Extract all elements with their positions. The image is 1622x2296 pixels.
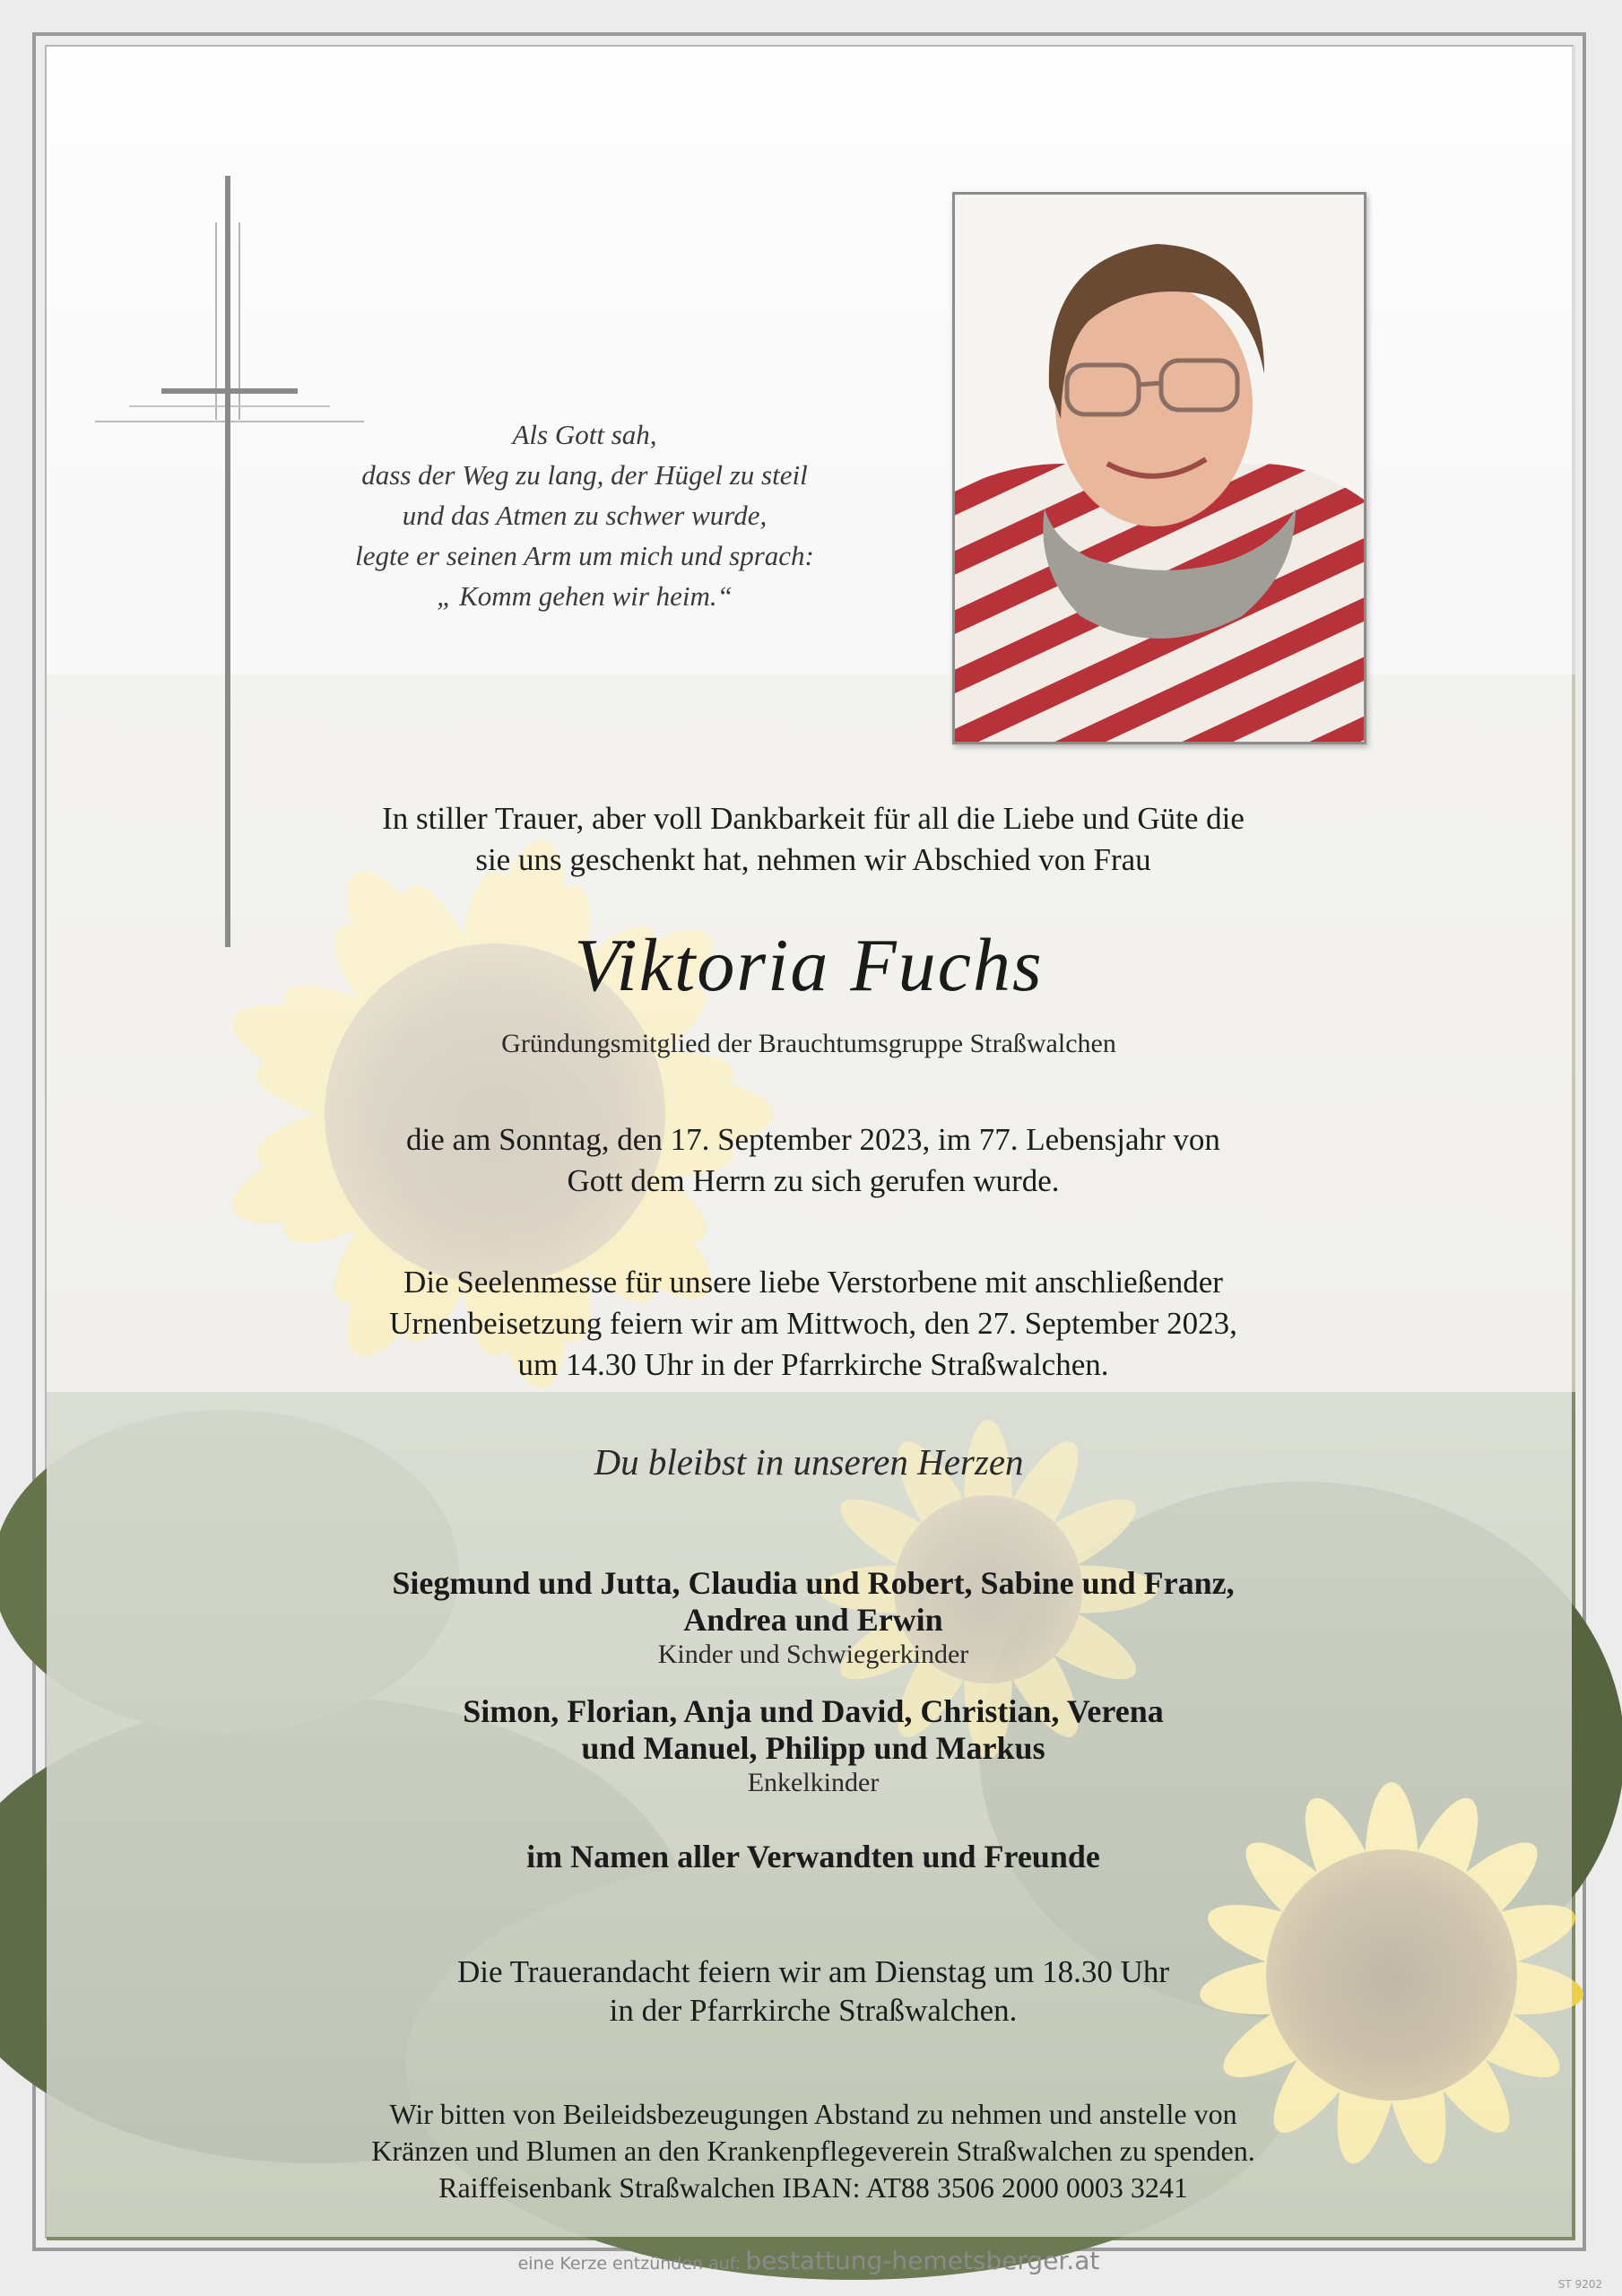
deceased-name: Viktoria Fuchs bbox=[574, 924, 1044, 1007]
inner-frame bbox=[45, 45, 1574, 2275]
andacht-line: Die Trauerandacht feiern wir am Dienstag um 18.30 Uhr bbox=[456, 1954, 1170, 1989]
family-names: Siegmund und Jutta, Claudia und Robert, Sabine und Franz, bbox=[392, 1565, 1235, 1601]
intro-line: In stiller Trauer, aber voll Dankbarkeit für all die Liebe und Güte die bbox=[382, 801, 1245, 836]
footer bbox=[405, 2246, 1212, 2275]
poem-line: „ Komm gehen wir heim.“ bbox=[437, 580, 733, 612]
document-code: ST 9202 bbox=[1557, 2278, 1602, 2291]
poem bbox=[325, 414, 845, 616]
obituary-content bbox=[47, 47, 1572, 2275]
family-relation: Enkelkinder bbox=[747, 1768, 880, 1797]
portrait-photo bbox=[952, 192, 1366, 744]
family-grandchildren bbox=[280, 1693, 1347, 1799]
family-names: und Manuel, Philipp und Markus bbox=[581, 1730, 1045, 1766]
mass-line: um 14.30 Uhr in der Pfarrkirche Straßwalchen. bbox=[517, 1347, 1109, 1382]
poem-line: legte er seinen Arm um mich und sprach: bbox=[355, 540, 814, 571]
footer-prefix: eine Kerze entzünden auf: bbox=[517, 2254, 742, 2274]
request-line: Kränzen und Blumen an den Krankenpflegeverein Straßwalchen zu spenden. bbox=[371, 2135, 1255, 2167]
andacht-line: in der Pfarrkirche Straßwalchen. bbox=[609, 1993, 1018, 2028]
death-line: die am Sonntag, den 17. September 2023, im 77. Lebensjahr von bbox=[406, 1122, 1220, 1157]
requiem-mass-text bbox=[316, 1262, 1311, 1386]
poem-line: dass der Weg zu lang, der Hügel zu steil bbox=[361, 459, 808, 491]
family-relation: Kinder und Schwiegerkinder bbox=[657, 1639, 969, 1669]
poem-line: und das Atmen zu schwer wurde, bbox=[402, 500, 768, 531]
motto: Du bleibst in unseren Herzen bbox=[594, 1441, 1024, 1483]
website-link[interactable]: bestattung-hemetsberger.at bbox=[745, 2246, 1100, 2275]
family-children bbox=[280, 1565, 1347, 1671]
request-line: Wir bitten von Beileidsbezeugungen Abstand zu nehmen und anstelle von bbox=[389, 2098, 1237, 2130]
donation-request bbox=[280, 2096, 1347, 2206]
death-notice bbox=[316, 1119, 1311, 1202]
intro-line: sie uns geschenkt hat, nehmen wir Abschied von Frau bbox=[475, 842, 1151, 877]
family-names: Simon, Florian, Anja und David, Christian, Verena bbox=[463, 1693, 1164, 1729]
mass-line: Die Seelenmesse für unsere liebe Verstorbene mit anschließender bbox=[403, 1265, 1223, 1300]
request-line: Raiffeisenbank Straßwalchen IBAN: AT88 3506 2000 0003 3241 bbox=[438, 2171, 1188, 2204]
intro-text bbox=[271, 798, 1356, 881]
poem-line: Als Gott sah, bbox=[512, 419, 657, 450]
portrait-illustration bbox=[955, 195, 1364, 742]
prayer-service-text bbox=[316, 1952, 1311, 2030]
death-line: Gott dem Herrn zu sich gerufen wurde. bbox=[567, 1163, 1060, 1198]
deceased-subtitle: Gründungsmitglied der Brauchtumsgruppe Straßwalchen bbox=[501, 1029, 1116, 1058]
family-names: Andrea und Erwin bbox=[683, 1602, 943, 1638]
mass-line: Urnenbeisetzung feiern wir am Mittwoch, den 27. September 2023, bbox=[389, 1306, 1237, 1341]
all-relatives: im Namen aller Verwandten und Freunde bbox=[526, 1839, 1100, 1874]
